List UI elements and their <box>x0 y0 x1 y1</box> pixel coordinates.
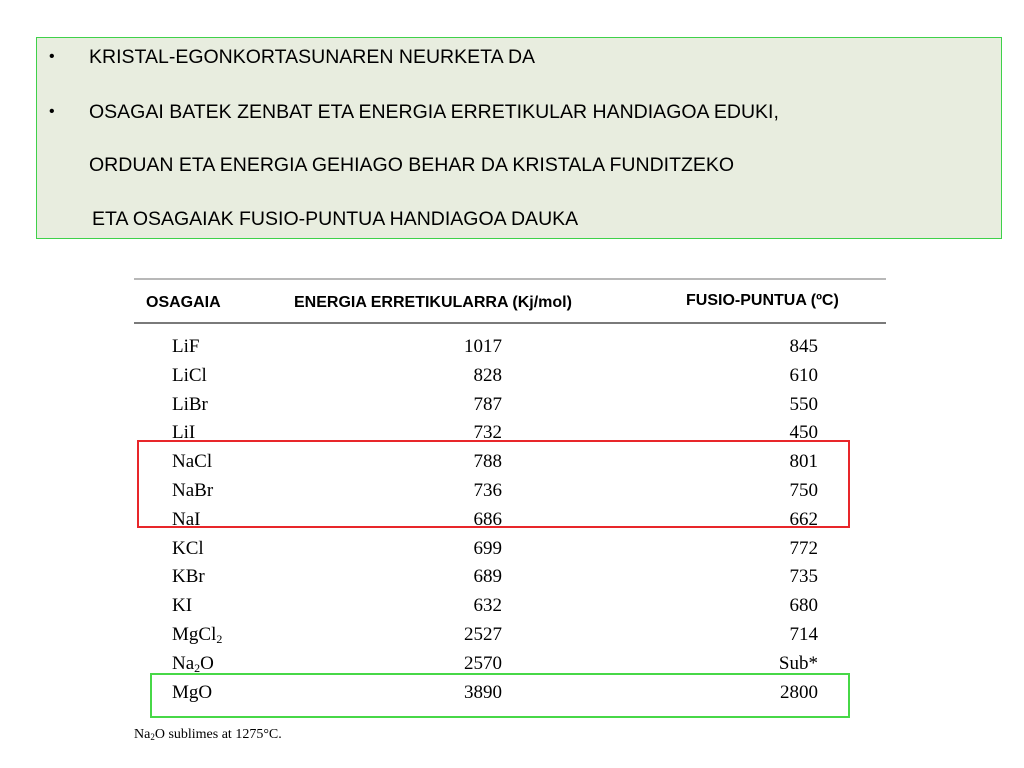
energy-cell: 699 <box>473 537 502 559</box>
melting-cell: 750 <box>789 479 818 501</box>
energy-cell: 2527 <box>464 623 502 645</box>
table-row <box>134 363 890 392</box>
energy-cell: 689 <box>473 566 502 588</box>
table-row <box>134 392 890 421</box>
table-row <box>134 536 890 565</box>
bullet-text: OSAGAI BATEK ZENBAT ETA ENERGIA ERRETIKULAR HANDIAGOA EDUKI, <box>89 101 779 123</box>
table-row <box>134 622 890 651</box>
energy-cell: 1017 <box>464 336 502 357</box>
energy-cell: 787 <box>473 393 502 415</box>
table-header-rule <box>134 322 886 324</box>
compound-cell: KI <box>172 595 193 617</box>
compound-cell: NaCl <box>172 451 213 473</box>
compound-cell: MgCl$_2$ <box>172 623 223 646</box>
table-header <box>134 292 890 322</box>
melting-cell: 2800 <box>780 681 818 703</box>
energy-cell: 2570 <box>464 652 502 674</box>
header-lattice-energy: ENERGIA ERRETIKULARRA (Kj/mol) <box>294 294 572 311</box>
energy-cell: 788 <box>473 451 502 473</box>
melting-cell: 450 <box>789 422 818 444</box>
info-box <box>36 37 1002 239</box>
melting-cell: 801 <box>789 451 818 473</box>
melting-cell: 550 <box>789 393 818 415</box>
table-top-rule <box>134 278 886 280</box>
header-melting-point: FUSIO-PUNTUA (ºC) <box>686 292 839 309</box>
table-row <box>134 564 890 593</box>
energy-cell: 828 <box>473 364 502 386</box>
compound-cell: KBr <box>172 566 205 588</box>
compound-cell: KCl <box>172 537 204 559</box>
table-footnote: $Na_2O$ sublimes at 1275°C. <box>134 727 282 742</box>
energy-cell: 736 <box>473 479 502 501</box>
compound-cell: NaBr <box>172 479 214 501</box>
header-compound: OSAGAIA <box>146 294 221 311</box>
continuation-text: ETA OSAGAIAK FUSIO-PUNTUA HANDIAGOA DAUKA <box>92 208 579 230</box>
melting-cell: 680 <box>789 595 818 617</box>
melting-cell: 610 <box>789 364 818 386</box>
bullet-icon: • <box>49 48 55 65</box>
bullet-text: KRISTAL-EGONKORTASUNAREN NEURKETA DA <box>89 46 536 68</box>
bullet-icon: • <box>49 103 55 120</box>
continuation-text: ORDUAN ETA ENERGIA GEHIAGO BEHAR DA KRISTALA FUNDITZEKO <box>89 154 735 176</box>
melting-cell: 714 <box>789 623 818 645</box>
highlight-sodium-rows <box>137 440 850 528</box>
table-row <box>134 334 890 363</box>
highlight-mgo-row <box>150 673 850 718</box>
melting-cell: 735 <box>789 566 818 588</box>
energy-cell: 686 <box>473 508 502 530</box>
melting-cell: 772 <box>789 537 818 559</box>
energy-cell: 732 <box>473 422 502 444</box>
compound-cell: MgO <box>172 681 213 703</box>
compound-cell: LiCl <box>172 364 207 386</box>
melting-cell: 662 <box>789 508 818 530</box>
melting-cell: Sub* <box>778 652 818 674</box>
compound-cell: $Na_2O$ <box>172 652 214 675</box>
compound-cell: LiI <box>172 422 196 444</box>
melting-cell: 845 <box>789 336 818 357</box>
compound-cell: LiF <box>172 336 200 357</box>
table-row <box>134 593 890 622</box>
compound-cell: NaI <box>172 508 201 530</box>
energy-cell: 3890 <box>464 681 502 703</box>
energy-cell: 632 <box>473 595 502 617</box>
compound-cell: LiBr <box>172 393 208 415</box>
